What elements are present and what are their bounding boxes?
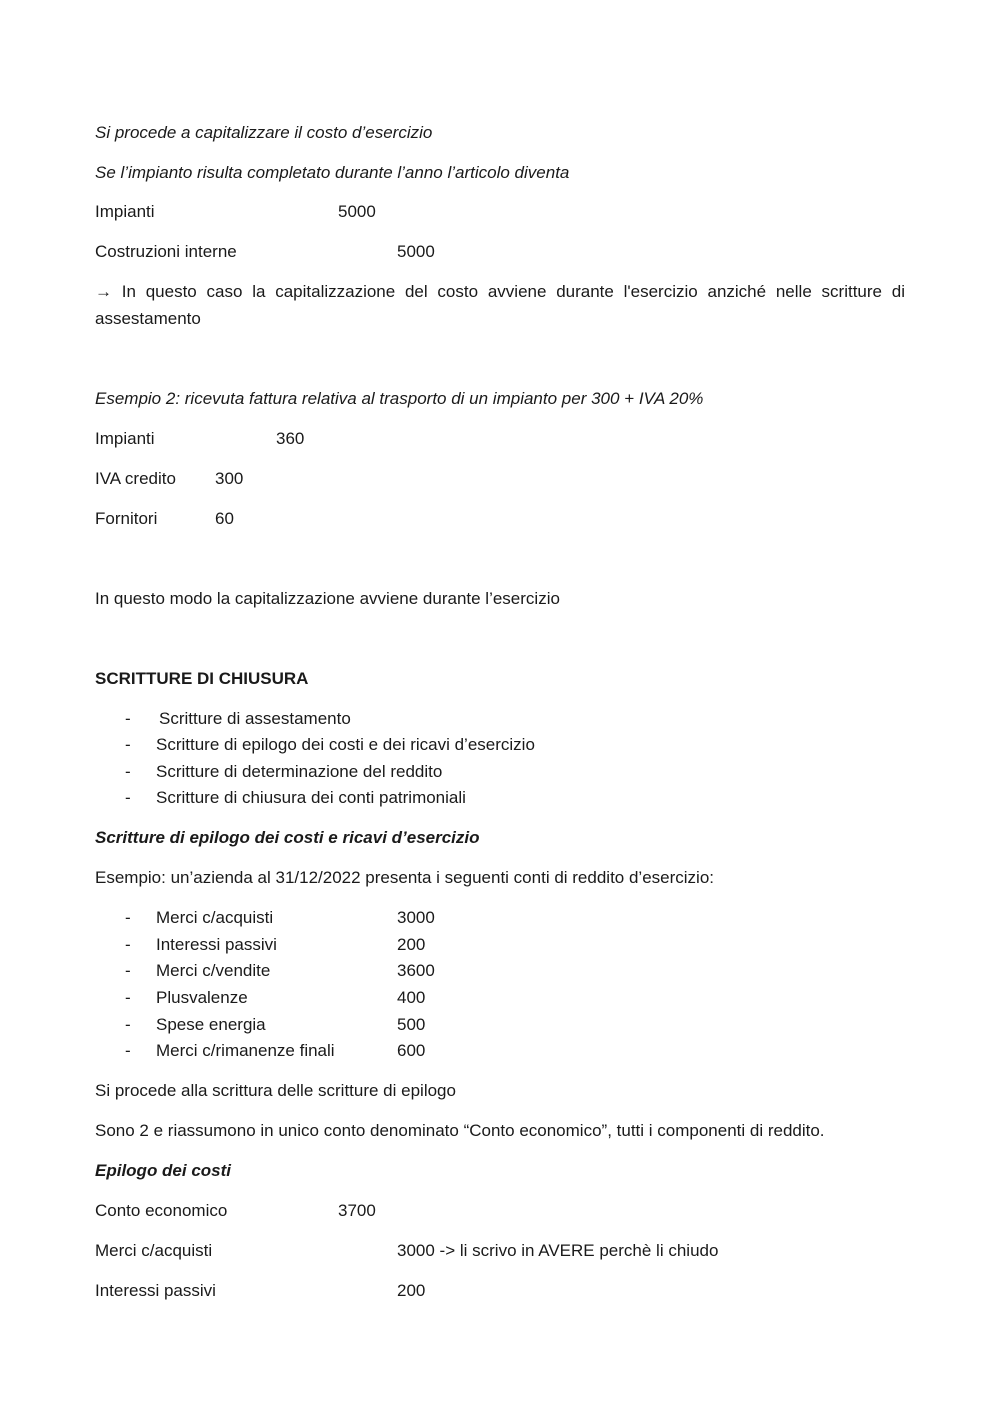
account-list-item bbox=[95, 906, 905, 930]
list-item bbox=[95, 760, 905, 784]
summary-sentence: Sono 2 e riassumono in unico conto denominato “Conto economico”, tutti i componenti di reddito. bbox=[95, 1121, 825, 1140]
list-item bbox=[95, 707, 905, 731]
journal-row bbox=[95, 240, 905, 264]
example-2-title: Esempio 2: ricevuta fattura relativa al trasporto di un impianto per 300 + IVA 20% bbox=[95, 389, 704, 408]
example-2-note: In questo modo la capitalizzazione avviene durante l’esercizio bbox=[95, 589, 560, 608]
journal-row bbox=[95, 507, 905, 531]
account-name: Plusvalenze bbox=[156, 988, 248, 1007]
amount: 300 bbox=[215, 469, 244, 488]
journal-row bbox=[95, 467, 905, 491]
bullet-marker: - bbox=[125, 1015, 131, 1034]
account-list-item bbox=[95, 1013, 905, 1037]
account-name: Impianti bbox=[95, 202, 155, 221]
account-name: IVA credito bbox=[95, 469, 176, 488]
list-item-text: Scritture di assestamento bbox=[159, 709, 351, 728]
account-value: 200 bbox=[397, 935, 426, 954]
list-item bbox=[95, 733, 905, 757]
amount: 60 bbox=[215, 509, 234, 528]
bullet-marker: - bbox=[125, 735, 131, 754]
account-list-item bbox=[95, 1039, 905, 1063]
list-item-text: Scritture di determinazione del reddito bbox=[156, 762, 443, 781]
account-name: Costruzioni interne bbox=[95, 242, 237, 261]
account-value: 500 bbox=[397, 1015, 426, 1034]
account-name: Merci c/acquisti bbox=[156, 908, 274, 927]
account-name: Interessi passivi bbox=[95, 1281, 216, 1300]
account-value: 400 bbox=[397, 988, 426, 1007]
account-name: Spese energia bbox=[156, 1015, 266, 1034]
account-name: Impianti bbox=[95, 429, 155, 448]
account-name: Interessi passivi bbox=[156, 935, 277, 954]
account-list-item bbox=[95, 986, 905, 1010]
subsection-heading: Scritture di epilogo dei costi e ricavi d’esercizio bbox=[95, 828, 480, 847]
journal-row bbox=[95, 200, 905, 224]
account-list-item bbox=[95, 959, 905, 983]
account-name: Merci c/acquisti bbox=[95, 1241, 213, 1260]
journal-row bbox=[95, 1279, 905, 1303]
section-heading: SCRITTURE DI CHIUSURA bbox=[95, 669, 309, 688]
credit-amount: 5000 bbox=[397, 242, 435, 261]
proceed-sentence: Si procede alla scrittura delle scritture di epilogo bbox=[95, 1081, 456, 1100]
bullet-marker: - bbox=[125, 788, 131, 807]
account-value: 3000 bbox=[397, 908, 435, 927]
account-name: Merci c/vendite bbox=[156, 961, 271, 980]
completion-sentence: Se l’impianto risulta completato durante l’anno l’articolo diventa bbox=[95, 163, 570, 182]
account-name: Merci c/rimanenze finali bbox=[156, 1041, 335, 1060]
debit-amount: 3700 bbox=[338, 1201, 376, 1220]
account-value: 600 bbox=[397, 1041, 426, 1060]
journal-row bbox=[95, 1239, 905, 1263]
bullet-marker: - bbox=[125, 1041, 131, 1060]
account-list-item bbox=[95, 933, 905, 957]
journal-row bbox=[95, 427, 905, 451]
account-name: Fornitori bbox=[95, 509, 158, 528]
debit-amount: 5000 bbox=[338, 202, 376, 221]
list-item bbox=[95, 786, 905, 810]
account-value: 3600 bbox=[397, 961, 435, 980]
capitalization-intro: Si procede a capitalizzare il costo d’esercizio bbox=[95, 123, 433, 142]
capitalization-note: → In questo caso la capitalizzazione del costo avviene durante l'esercizio anziché nelle scritture di assestamento bbox=[95, 282, 905, 328]
bullet-marker: - bbox=[125, 908, 131, 927]
amount: 360 bbox=[276, 429, 305, 448]
list-item-text: Scritture di epilogo dei costi e dei ricavi d’esercizio bbox=[156, 735, 535, 754]
example-intro: Esempio: un’azienda al 31/12/2022 presenta i seguenti conti di reddito d’esercizio: bbox=[95, 868, 715, 887]
account-name: Conto economico bbox=[95, 1201, 228, 1220]
bullet-marker: - bbox=[125, 935, 131, 954]
list-item-text: Scritture di chiusura dei conti patrimoniali bbox=[156, 788, 466, 807]
cost-summary-heading: Epilogo dei costi bbox=[95, 1161, 232, 1180]
credit-amount: 200 bbox=[397, 1281, 426, 1300]
bullet-marker: - bbox=[125, 709, 131, 728]
bullet-marker: - bbox=[125, 988, 131, 1007]
journal-row bbox=[95, 1199, 905, 1223]
bullet-marker: - bbox=[125, 762, 131, 781]
credit-amount: 3000 -> li scrivo in AVERE perchè li chiudo bbox=[397, 1241, 719, 1260]
bullet-marker: - bbox=[125, 961, 131, 980]
